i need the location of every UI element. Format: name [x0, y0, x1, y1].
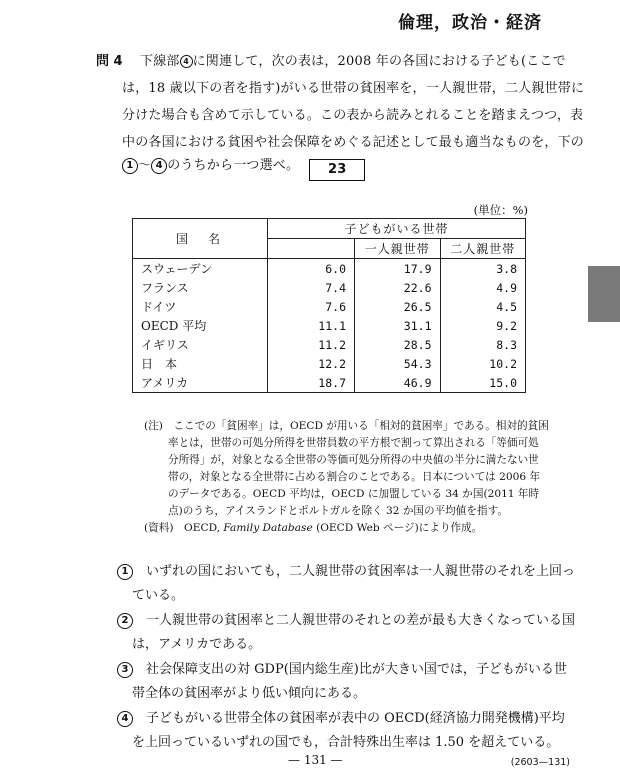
rate-two: 15.0 — [440, 373, 526, 393]
header-single-parent: 一人親世帯 — [355, 239, 441, 259]
note-line: (注) ここでの「貧困率」は，OECD が用いる「相対的貧困率」である。相対的貧困 — [144, 420, 549, 432]
rate-two: 8.3 — [440, 335, 526, 354]
option-text: 一人親世帯の貧困率と二人親世帯のそれとの差が最も大きくなっている国 — [146, 613, 576, 628]
rate-two: 9.2 — [440, 316, 526, 335]
option-2[interactable] — [117, 609, 575, 629]
rate-single: 17.9 — [355, 259, 441, 279]
rate-all: 11.1 — [268, 316, 355, 335]
rate-all: 11.2 — [268, 335, 355, 354]
source-note — [144, 520, 482, 535]
table-unit: (単位：%) — [473, 203, 528, 217]
table-row — [133, 316, 526, 335]
table-row — [133, 373, 526, 393]
page-code: (2603—131) — [510, 757, 570, 768]
rate-two: 10.2 — [440, 354, 526, 373]
country-name: イギリス — [133, 335, 268, 354]
page-number: — 131 — — [288, 753, 343, 767]
country-name: ドイツ — [133, 297, 268, 316]
header-country: 国 名 — [133, 219, 268, 259]
option-3[interactable] — [117, 658, 567, 678]
note-line: 率とは，世帯の可処分所得を世帯員数の平方根で割って算出される「等価可処 — [168, 437, 539, 449]
source-suffix: (OECD Web ページ)により作成。 — [312, 522, 483, 534]
option-text: いずれの国においても，二人親世帯の貧困率は一人親世帯のそれを上回っ — [146, 564, 576, 579]
option-3-continued: 帯全体の貧困率がより低い傾向にある。 — [132, 686, 367, 701]
page-tab-marker — [588, 266, 620, 322]
question-line-3: 分けた場合も含めて示している。この表から読みとれることを踏まえつつ，表 — [122, 108, 584, 123]
rate-single: 46.9 — [355, 373, 441, 393]
option-text: 社会保障支出の対 GDP(国内総生産)比が大きい国では，子どもがいる世 — [146, 662, 567, 677]
header-all-blank — [268, 239, 355, 259]
subject-title: 倫理，政治・経済 — [398, 13, 542, 33]
range-start-marker: 1 — [122, 158, 138, 174]
note-line: のデータである。OECD 平均は，OECD に加盟している 34 か国(2011 年時 — [168, 488, 540, 500]
country-name: スウェーデン — [133, 259, 268, 279]
rate-all: 18.7 — [268, 373, 355, 393]
note-line: 分所得」が，対象となる全世帯の等価可処分所得の中央値の半分に満たない世 — [168, 454, 539, 466]
rate-two: 4.9 — [440, 278, 526, 297]
note-line: 点)のうち，アイスランドとポルトガルを除く 32 か国の平均値を指す。 — [168, 505, 508, 517]
table-row — [133, 297, 526, 316]
rate-single: 54.3 — [355, 354, 441, 373]
table-row — [133, 354, 526, 373]
table-row — [133, 259, 526, 279]
option-2-continued: は，アメリカである。 — [132, 637, 262, 652]
rate-all: 7.4 — [268, 278, 355, 297]
table-row — [133, 335, 526, 354]
question-line-2: は，18 歳以下の者を指す)がいる世帯の貧困率を，一人親世帯，二人親世帯に — [122, 81, 585, 96]
range-separator: ～ — [138, 158, 152, 173]
rate-single: 26.5 — [355, 297, 441, 316]
option-4[interactable] — [117, 707, 565, 727]
rate-all: 12.2 — [268, 354, 355, 373]
question-line-4: 中の各国における貧困や社会保障をめぐる記述として最も適当なものを，下の — [122, 135, 585, 150]
option-1-continued: ている。 — [132, 588, 185, 603]
country-name: フランス — [133, 278, 268, 297]
option-1[interactable] — [117, 560, 575, 580]
country-name: OECD 平均 — [133, 316, 268, 335]
country-name: 日 本 — [133, 354, 268, 373]
rate-two: 3.8 — [440, 259, 526, 279]
rate-single: 31.1 — [355, 316, 441, 335]
option-4-continued: を上回っているいずれの国でも，合計特殊出生率は 1.50 を超えている。 — [132, 735, 560, 750]
rate-single: 28.5 — [355, 335, 441, 354]
option-number-marker: 1 — [117, 564, 133, 580]
option-number-marker: 2 — [117, 613, 133, 629]
table-row — [133, 278, 526, 297]
poverty-rate-table — [132, 218, 526, 393]
note-line: 帯の，対象となる全世帯に占める割合のことである。日本については 2006 年 — [168, 471, 541, 483]
range-end-marker: 4 — [151, 158, 167, 174]
option-number-marker: 3 — [117, 662, 133, 678]
option-text: 子どもがいる世帯全体の貧困率が表中の OECD(経済協力開発機構)平均 — [146, 711, 565, 726]
option-number-marker: 4 — [117, 711, 133, 727]
rate-all: 7.6 — [268, 297, 355, 316]
header-two-parent: 二人親世帯 — [440, 239, 526, 259]
underline-reference-marker: 4 — [180, 55, 193, 68]
rate-two: 4.5 — [440, 297, 526, 316]
rate-all: 6.0 — [268, 259, 355, 279]
header-households-with-children: 子どもがいる世帯 — [268, 219, 526, 239]
country-name: アメリカ — [133, 373, 268, 393]
source-prefix: (資料) OECD, — [144, 522, 224, 534]
question-instruction: のうちから一つ選べ。 — [167, 158, 300, 173]
rate-single: 22.6 — [355, 278, 441, 297]
source-title: Family Database — [223, 522, 313, 534]
question-number: 問 4 — [96, 54, 123, 69]
question-line-1: 下線部 4 に関連して，次の表は，2008 年の各国における子ども(ここで — [140, 54, 566, 69]
question-line-5 — [122, 154, 365, 181]
answer-box[interactable]: 23 — [309, 159, 365, 181]
